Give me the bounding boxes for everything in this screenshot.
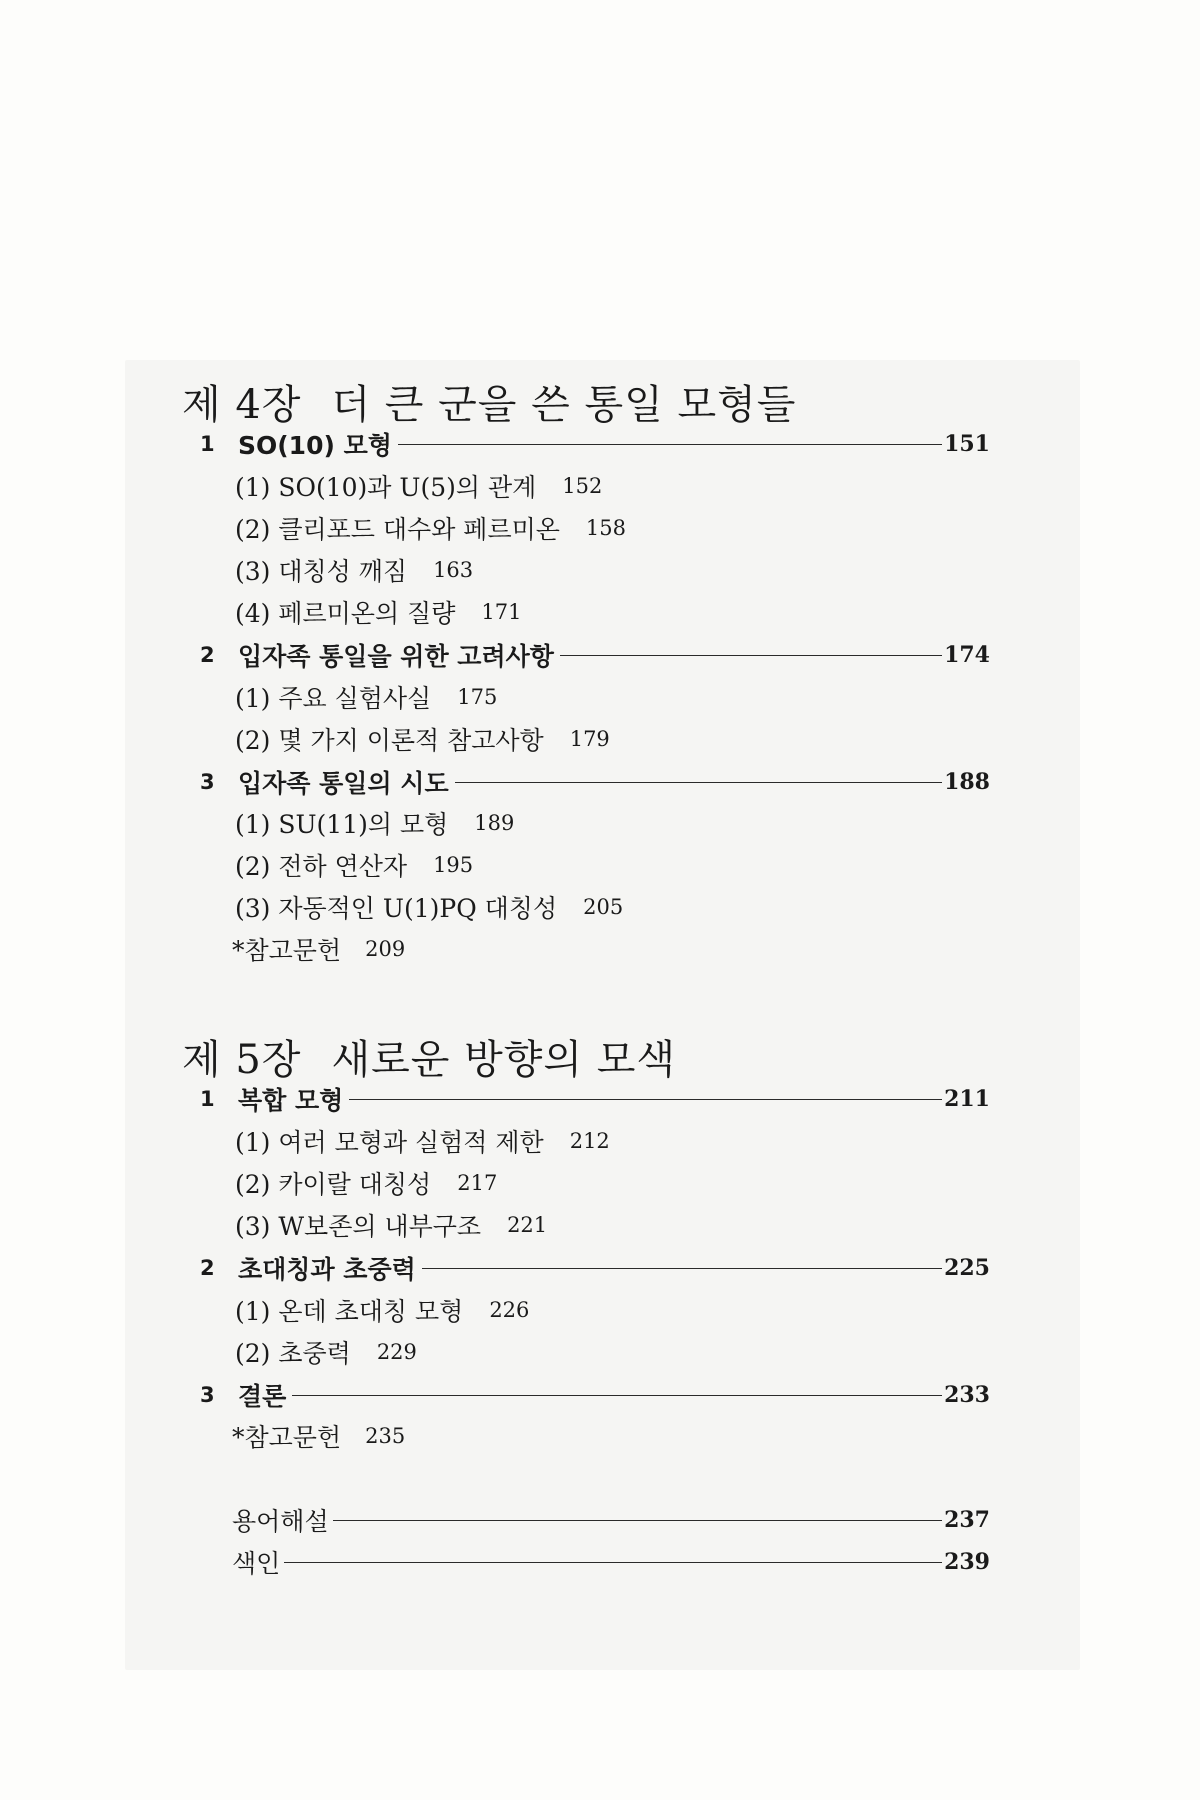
section-page: 211 bbox=[944, 1086, 990, 1112]
toc-subsection[interactable] bbox=[235, 1205, 547, 1245]
subsection-page: 189 bbox=[474, 811, 515, 835]
subsection-label: (2) 초중력 bbox=[235, 1339, 351, 1368]
toc-references[interactable] bbox=[232, 1416, 405, 1456]
references-page: 235 bbox=[365, 1424, 406, 1448]
dot-leader bbox=[333, 1520, 942, 1521]
subsection-page: 229 bbox=[376, 1340, 417, 1364]
dot-leader bbox=[284, 1562, 942, 1563]
toc-section[interactable] bbox=[200, 634, 990, 676]
chapter-number: 제 5장 bbox=[182, 1037, 302, 1083]
appendix-page: 239 bbox=[944, 1549, 990, 1575]
subsection-page: 163 bbox=[433, 558, 474, 582]
toc-subsection[interactable] bbox=[235, 550, 473, 590]
subsection-label: (2) 전하 연산자 bbox=[235, 852, 408, 881]
subsection-page: 195 bbox=[433, 853, 474, 877]
toc-subsection[interactable] bbox=[235, 1332, 417, 1372]
subsection-label: (3) 자동적인 U(1)PQ 대칭성 bbox=[235, 894, 558, 923]
chapter-heading bbox=[182, 1028, 676, 1085]
subsection-label: (2) 카이랄 대칭성 bbox=[235, 1170, 432, 1199]
subsection-page: 152 bbox=[562, 474, 603, 498]
section-number: 3 bbox=[200, 770, 215, 794]
dot-leader bbox=[349, 1099, 942, 1100]
subsection-label: (4) 페르미온의 질량 bbox=[235, 599, 456, 628]
section-page: 151 bbox=[944, 431, 990, 457]
toc-subsection[interactable] bbox=[235, 845, 473, 885]
toc-subsection[interactable] bbox=[235, 719, 610, 759]
subsection-label: (1) 여러 모형과 실험적 제한 bbox=[235, 1128, 544, 1157]
toc-section[interactable] bbox=[200, 1247, 990, 1289]
section-title: SO(10) 모형 bbox=[238, 431, 392, 460]
subsection-label: (2) 몇 가지 이론적 참고사항 bbox=[235, 726, 544, 755]
appendix-title: 색인 bbox=[232, 1549, 281, 1578]
section-title: 입자족 통일을 위한 고려사항 bbox=[238, 642, 554, 671]
subsection-page: 217 bbox=[457, 1171, 498, 1195]
subsection-label: (1) SU(11)의 모형 bbox=[235, 810, 449, 839]
appendix-title: 용어해설 bbox=[232, 1507, 329, 1536]
chapter-heading bbox=[182, 373, 796, 430]
section-title: 초대칭과 초중력 bbox=[238, 1255, 416, 1284]
section-page: 188 bbox=[944, 769, 990, 795]
toc-section[interactable] bbox=[200, 761, 990, 803]
subsection-label: (1) SO(10)과 U(5)의 관계 bbox=[235, 473, 537, 502]
section-number: 3 bbox=[200, 1383, 215, 1407]
chapter-number: 제 4장 bbox=[182, 382, 302, 428]
section-title: 결론 bbox=[238, 1382, 287, 1411]
references-page: 209 bbox=[365, 937, 406, 961]
dot-leader bbox=[398, 444, 942, 445]
toc-appendix-glossary[interactable] bbox=[232, 1500, 990, 1540]
appendix-page: 237 bbox=[944, 1507, 990, 1533]
toc-subsection[interactable] bbox=[235, 803, 514, 843]
section-number: 1 bbox=[200, 432, 215, 456]
chapter-title: 더 큰 군을 쓴 통일 모형들 bbox=[331, 382, 797, 428]
toc-subsection[interactable] bbox=[235, 677, 497, 717]
toc-subsection[interactable] bbox=[235, 466, 602, 506]
subsection-page: 226 bbox=[489, 1298, 530, 1322]
toc-section[interactable] bbox=[200, 423, 990, 465]
references-label: *참고문헌 bbox=[232, 936, 342, 965]
subsection-page: 175 bbox=[457, 685, 498, 709]
dot-leader bbox=[292, 1395, 942, 1396]
subsection-page: 221 bbox=[507, 1213, 548, 1237]
dot-leader bbox=[455, 782, 942, 783]
toc-section[interactable] bbox=[200, 1078, 990, 1120]
section-number: 1 bbox=[200, 1087, 215, 1111]
subsection-label: (3) 대칭성 깨짐 bbox=[235, 557, 408, 586]
toc-references[interactable] bbox=[232, 929, 405, 969]
toc-subsection[interactable] bbox=[235, 1163, 497, 1203]
subsection-page: 212 bbox=[569, 1129, 610, 1153]
section-page: 225 bbox=[944, 1255, 990, 1281]
subsection-page: 205 bbox=[583, 895, 624, 919]
subsection-page: 158 bbox=[585, 516, 626, 540]
toc-subsection[interactable] bbox=[235, 508, 626, 548]
toc-subsection[interactable] bbox=[235, 1121, 610, 1161]
section-page: 233 bbox=[944, 1382, 990, 1408]
subsection-label: (3) W보존의 내부구조 bbox=[235, 1212, 482, 1241]
section-page: 174 bbox=[944, 642, 990, 668]
section-title: 입자족 통일의 시도 bbox=[238, 769, 449, 798]
toc-subsection[interactable] bbox=[235, 592, 521, 632]
section-title: 복합 모형 bbox=[238, 1086, 344, 1115]
dot-leader bbox=[422, 1268, 942, 1269]
toc-subsection[interactable] bbox=[235, 887, 623, 927]
dot-leader bbox=[560, 655, 942, 656]
toc-section[interactable] bbox=[200, 1374, 990, 1416]
subsection-label: (1) 온데 초대칭 모형 bbox=[235, 1297, 464, 1326]
chapter-title: 새로운 방향의 모색 bbox=[331, 1037, 677, 1083]
section-number: 2 bbox=[200, 1256, 215, 1280]
subsection-page: 179 bbox=[569, 727, 610, 751]
toc-subsection[interactable] bbox=[235, 1290, 529, 1330]
section-number: 2 bbox=[200, 643, 215, 667]
subsection-label: (1) 주요 실험사실 bbox=[235, 684, 432, 713]
toc-appendix-index[interactable] bbox=[232, 1542, 990, 1582]
subsection-page: 171 bbox=[481, 600, 522, 624]
subsection-label: (2) 클리포드 대수와 페르미온 bbox=[235, 515, 560, 544]
references-label: *참고문헌 bbox=[232, 1423, 342, 1452]
